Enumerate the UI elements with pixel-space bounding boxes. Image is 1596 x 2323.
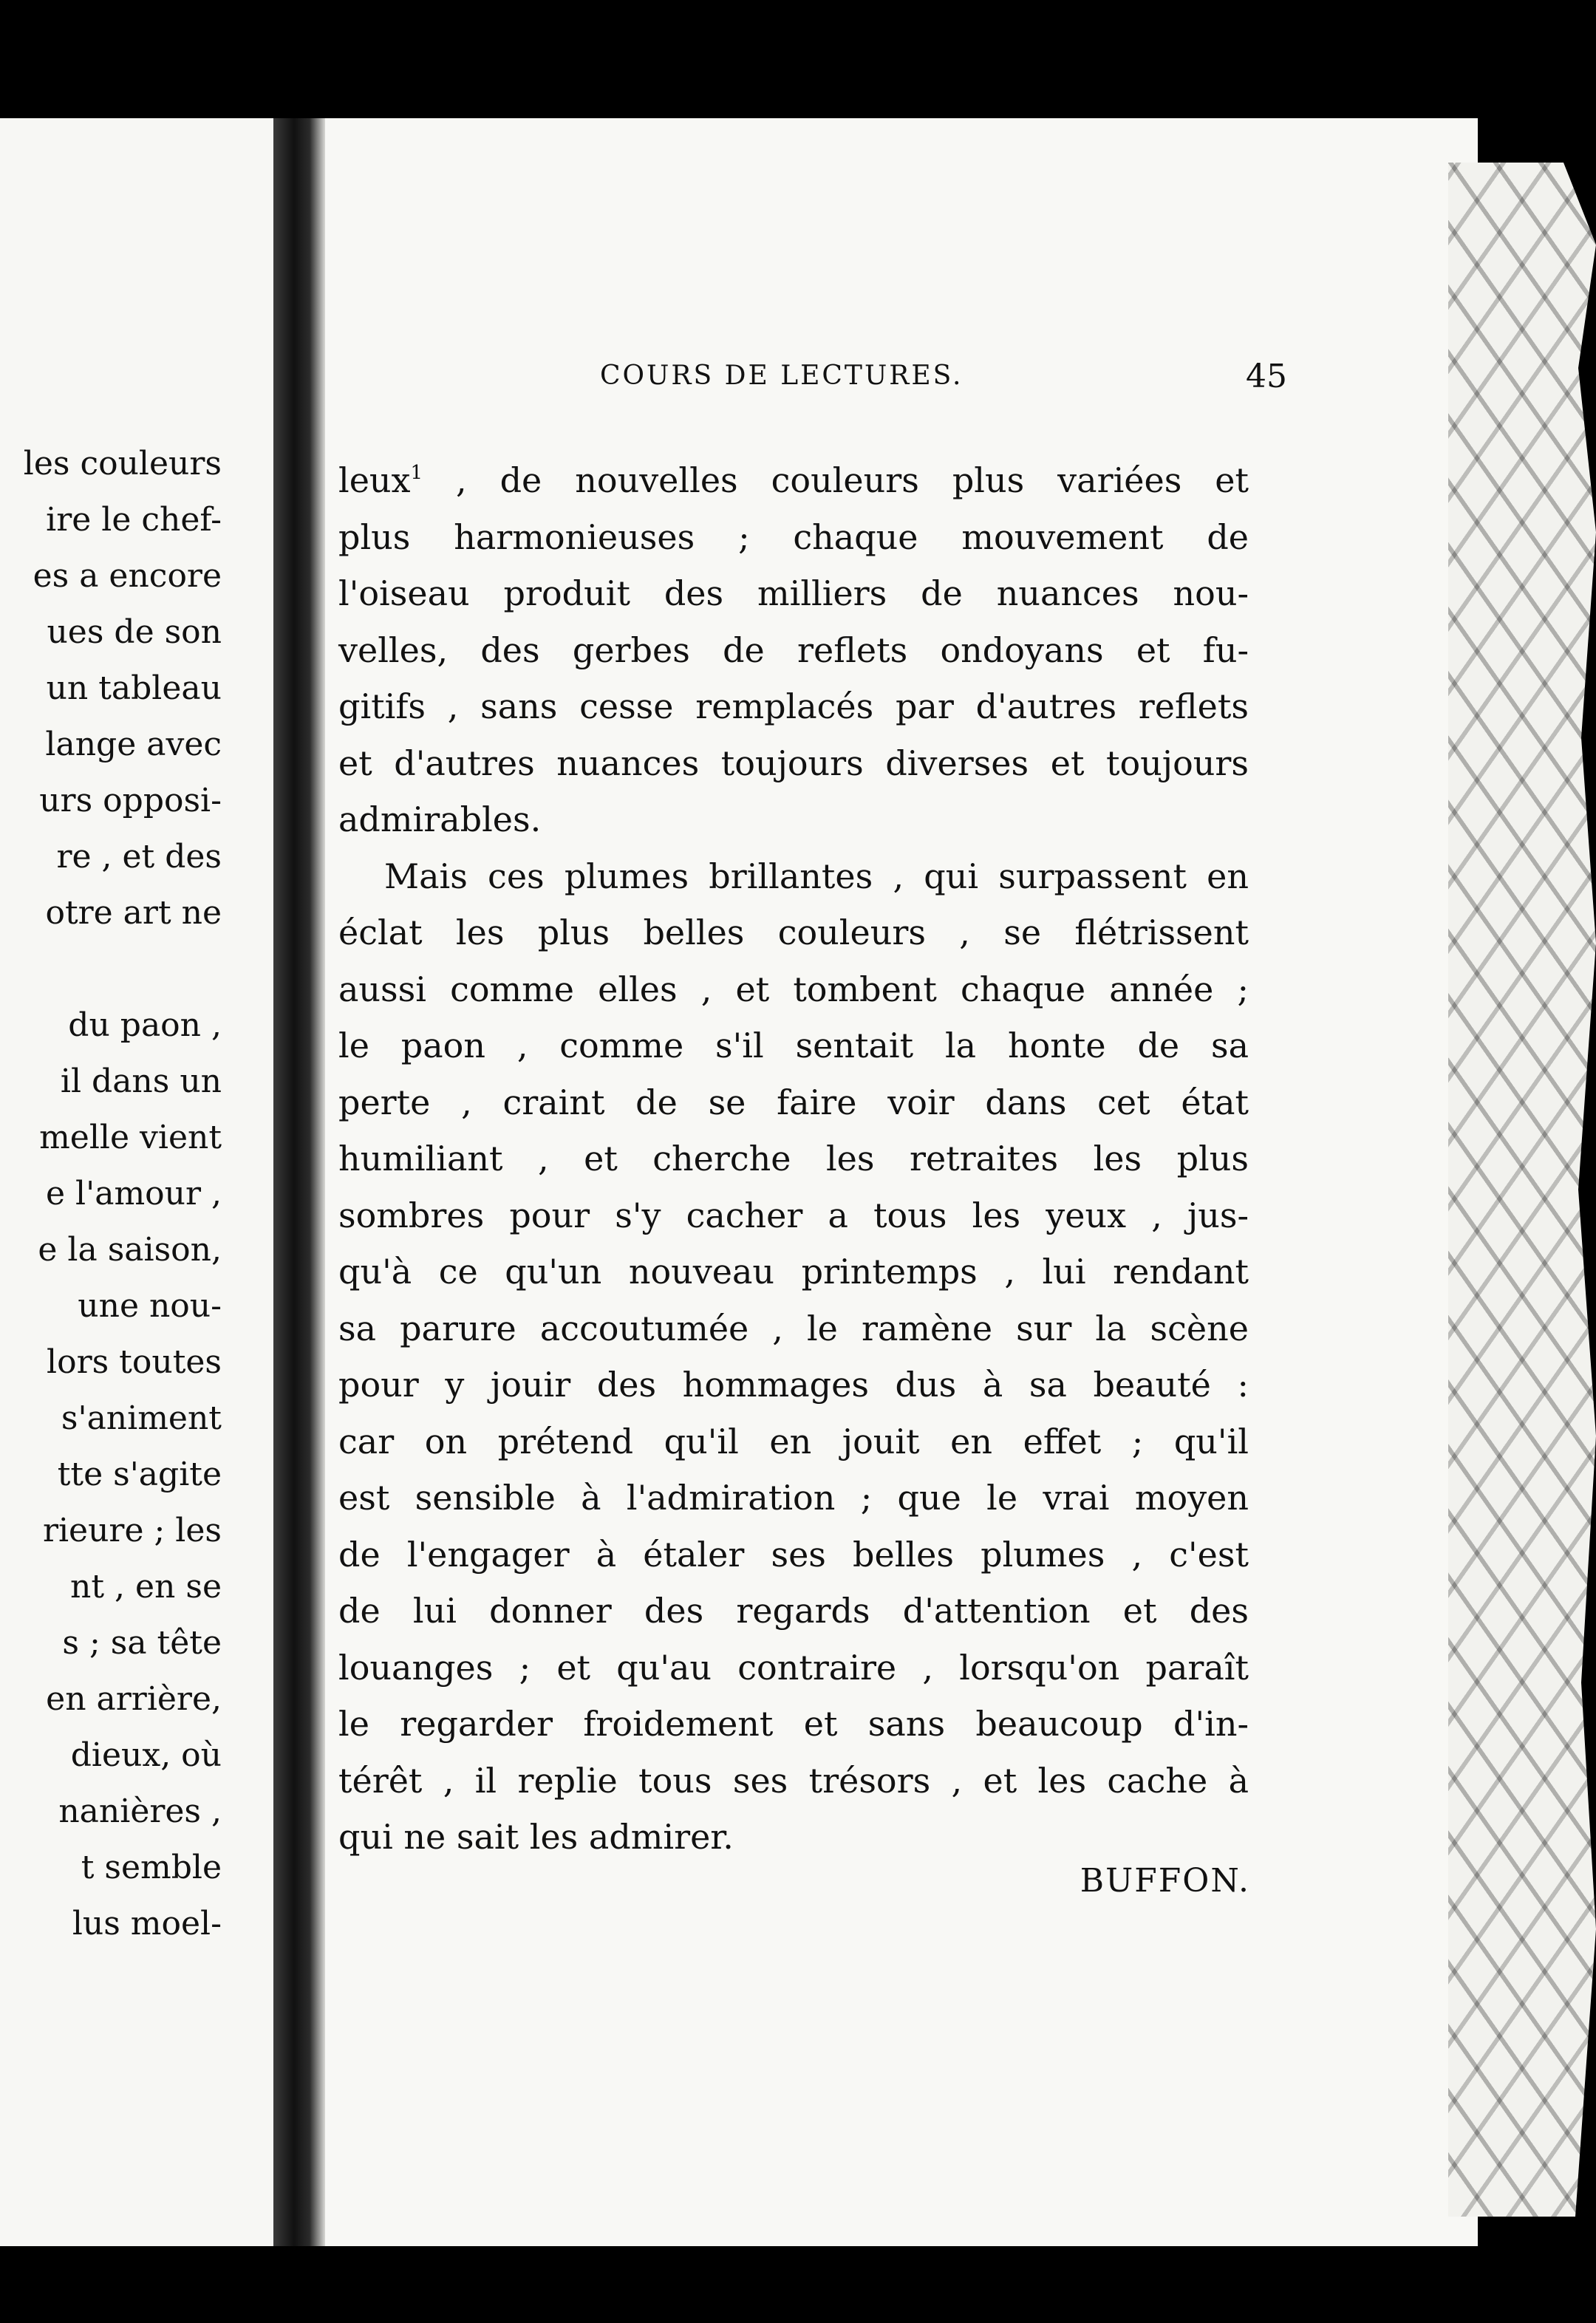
text-line: l'oiseau produit des milliers de nuances nou-: [338, 573, 1249, 613]
text-line: sa parure accoutumée , le ramène sur la scène: [338, 1308, 1249, 1348]
left-page-line: s'animent: [61, 1399, 222, 1437]
left-page-line: dieux, où: [70, 1736, 222, 1774]
text-line: sombres pour s'y cacher a tous les yeux , jus-: [338, 1195, 1249, 1235]
text-line: le regarder froidement et sans beaucoup d'in-: [338, 1704, 1249, 1744]
text-line: de lui donner des regards d'attention et des: [338, 1591, 1249, 1631]
left-page-line: les couleurs: [23, 445, 222, 482]
text-line: qui ne sait les admirer.: [338, 1817, 734, 1857]
left-page-line: s ; sa tête: [62, 1624, 222, 1662]
page-edge-stack: [1448, 163, 1596, 2217]
text-line: éclat les plus belles couleurs , se flétrissent: [338, 913, 1249, 952]
left-page-line: du paon ,: [68, 1006, 222, 1044]
left-page-line: lange avec: [45, 726, 222, 763]
text-line: et d'autres nuances toujours diverses et toujours: [338, 743, 1249, 783]
text-line: térêt , il replie tous ses trésors , et les cache à: [338, 1760, 1249, 1801]
text-line: humiliant , et cherche les retraites les plus: [338, 1139, 1249, 1178]
left-page-line: il dans un: [60, 1062, 222, 1100]
left-page-line: re , et des: [56, 838, 222, 876]
left-page-line: en arrière,: [46, 1680, 222, 1718]
left-page-line: es a encore: [33, 557, 222, 595]
left-page-line: otre art ne: [45, 894, 222, 932]
left-page-line: [0, 941, 222, 997]
text-line: [338, 452, 1249, 509]
text-line: louanges ; et qu'au contraire , lorsqu'on paraît: [338, 1647, 1249, 1688]
page-number: 45: [1246, 358, 1287, 395]
text-line: admirables.: [338, 799, 542, 839]
left-page-line: lors toutes: [47, 1343, 222, 1381]
text-line: qu'à ce qu'un nouveau printemps , lui rendant: [338, 1252, 1249, 1292]
body-text: [338, 452, 1249, 1866]
text-line: car on prétend qu'il en jouit en effet ; qu'il: [338, 1421, 1249, 1461]
page-header: [600, 358, 1287, 405]
footnote-mark: 1: [410, 462, 423, 484]
left-page-line: nanières ,: [58, 1792, 222, 1830]
first-word: leux: [338, 460, 411, 500]
left-page-line: tte s'agite: [57, 1456, 222, 1493]
left-page-line: e la saison,: [38, 1231, 222, 1269]
first-line-rest: , de nouvelles couleurs plus variées et: [456, 460, 1249, 500]
text-line: velles, des gerbes de reflets ondoyans et fu-: [338, 630, 1249, 670]
text-line: de l'engager à étaler ses belles plumes , c'est: [338, 1534, 1249, 1575]
text-line: plus harmonieuses ; chaque mouvement de: [338, 516, 1249, 557]
running-head: COURS DE LECTURES.: [600, 361, 964, 391]
left-page-line: urs opposi-: [39, 782, 222, 819]
left-page-line: t semble: [81, 1849, 222, 1886]
left-page-line: ues de son: [47, 613, 222, 651]
left-page-line: nt , en se: [70, 1568, 222, 1606]
left-page-line: rieure ; les: [42, 1512, 222, 1549]
left-page-text: [0, 436, 222, 1952]
paragraph-1: [338, 509, 1249, 848]
text-line: gitifs , sans cesse remplacés par d'autres reflets: [338, 686, 1249, 726]
author-signature: BUFFON.: [1080, 1862, 1250, 1900]
left-page: [0, 118, 273, 2246]
text-line: le paon , comme s'il sentait la honte de sa: [338, 1026, 1249, 1065]
paragraph-2: [338, 848, 1249, 1866]
text-line: Mais ces plumes brillantes , qui surpassent en: [384, 856, 1249, 896]
left-page-line: ire le chef-: [46, 501, 222, 539]
left-page-line: lus moel-: [72, 1905, 222, 1942]
text-line: est sensible à l'admiration ; que le vrai moyen: [338, 1478, 1249, 1518]
left-page-line: melle vient: [39, 1119, 222, 1156]
text-line: perte , craint de se faire voir dans cet état: [338, 1082, 1249, 1122]
left-page-line: un tableau: [46, 669, 222, 707]
left-page-line: e l'amour ,: [46, 1175, 222, 1212]
book-gutter: [273, 118, 325, 2246]
left-page-line: une nou-: [78, 1287, 222, 1325]
text-line: aussi comme elles , et tombent chaque année ;: [338, 969, 1249, 1009]
text-line: pour y jouir des hommages dus à sa beauté :: [338, 1365, 1249, 1405]
